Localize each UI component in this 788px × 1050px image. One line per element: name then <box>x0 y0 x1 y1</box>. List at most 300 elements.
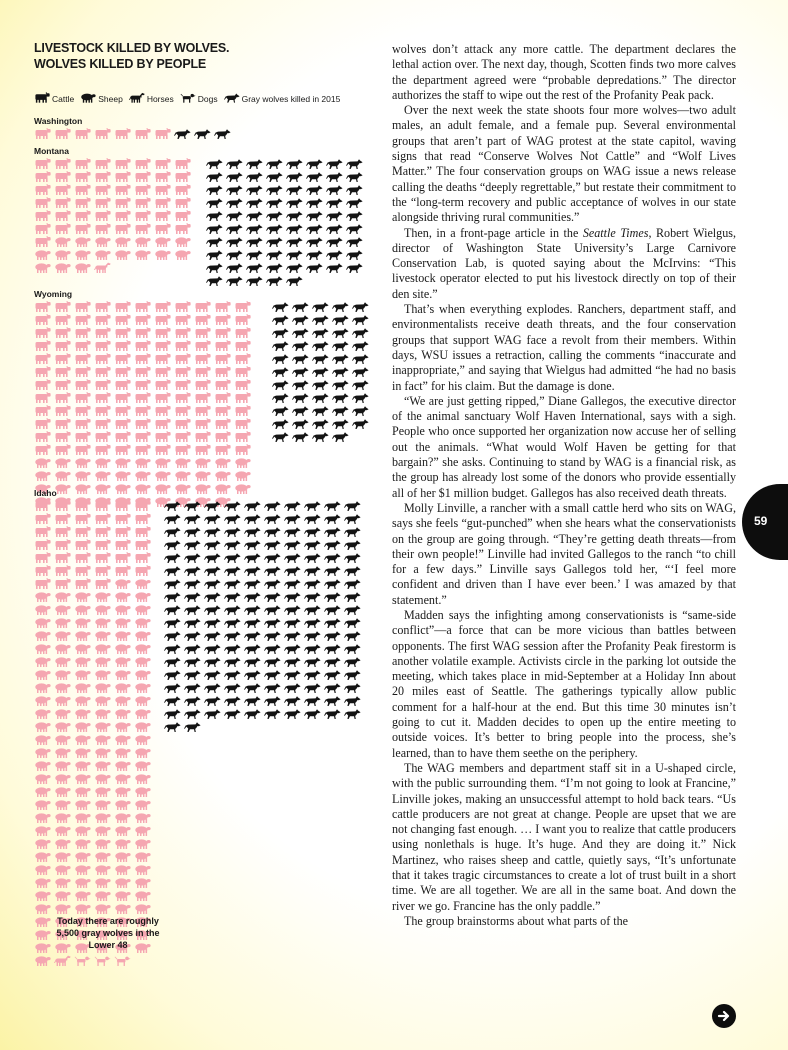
wolf-icon <box>304 695 321 706</box>
cow-icon <box>54 197 71 208</box>
wolf-icon <box>292 366 309 377</box>
wolf-icon <box>244 708 261 719</box>
wolf-icon <box>324 604 341 615</box>
cow-icon <box>154 353 171 364</box>
cow-icon <box>114 431 131 442</box>
cow-icon <box>134 197 151 208</box>
wolf-icon <box>312 379 329 390</box>
sheep-icon <box>134 669 151 680</box>
cow-icon <box>114 392 131 403</box>
cow-icon <box>74 210 91 221</box>
wolf-icon <box>224 591 241 602</box>
cow-icon <box>74 366 91 377</box>
wolf-icon <box>324 591 341 602</box>
cow-icon <box>234 444 251 455</box>
cow-icon <box>54 327 71 338</box>
sheep-icon <box>114 643 131 654</box>
sheep-icon <box>114 864 131 875</box>
cow-icon <box>114 353 131 364</box>
wolf-icon <box>326 223 343 234</box>
wolf-icon <box>272 431 289 442</box>
wolf-icon <box>304 643 321 654</box>
wolf-icon <box>326 197 343 208</box>
cow-icon <box>134 392 151 403</box>
cow-icon <box>194 327 211 338</box>
wolf-icon <box>272 418 289 429</box>
wolf-icon <box>244 682 261 693</box>
wolf-icon <box>332 418 349 429</box>
wolf-icon <box>164 643 181 654</box>
sheep-icon <box>34 457 51 468</box>
sheep-icon <box>54 721 71 732</box>
wolf-icon <box>292 301 309 312</box>
sheep-icon <box>94 903 111 914</box>
sheep-icon <box>94 457 111 468</box>
wolf-icon <box>284 591 301 602</box>
sheep-icon <box>34 721 51 732</box>
cow-icon <box>74 301 91 312</box>
sheep-icon <box>134 799 151 810</box>
wyoming-wolves-grid <box>272 301 374 442</box>
sheep-icon <box>154 470 171 481</box>
wolf-icon <box>266 223 283 234</box>
cow-icon <box>94 513 111 524</box>
cow-icon <box>134 301 151 312</box>
wolf-icon <box>352 418 369 429</box>
wolf-icon <box>184 552 201 563</box>
cow-icon <box>74 513 91 524</box>
cow-icon <box>174 314 191 325</box>
wolf-icon <box>206 184 223 195</box>
cow-icon <box>154 128 171 139</box>
wolf-icon <box>344 500 361 511</box>
cow-icon <box>154 158 171 169</box>
wolf-icon <box>204 617 221 628</box>
sheep-icon <box>114 799 131 810</box>
sheep-icon <box>114 656 131 667</box>
cow-icon <box>74 578 91 589</box>
cow-icon <box>194 366 211 377</box>
cow-icon <box>154 171 171 182</box>
cow-icon <box>234 431 251 442</box>
sheep-icon <box>134 825 151 836</box>
sheep-icon <box>114 483 131 494</box>
cow-icon <box>74 171 91 182</box>
sheep-icon <box>134 578 151 589</box>
cow-icon <box>214 418 231 429</box>
cow-icon <box>94 197 111 208</box>
sheep-icon <box>114 236 131 247</box>
wolf-icon <box>346 249 363 260</box>
sheep-icon <box>54 773 71 784</box>
legend-horses <box>129 92 174 105</box>
wolf-icon <box>244 591 261 602</box>
sheep-icon <box>94 604 111 615</box>
sheep-icon <box>134 630 151 641</box>
sheep-icon <box>114 578 131 589</box>
wolf-icon <box>332 327 349 338</box>
wolf-icon <box>244 669 261 680</box>
wolf-icon <box>244 565 261 576</box>
wolf-icon <box>184 643 201 654</box>
sheep-icon <box>94 747 111 758</box>
article-paragraph: wolves don’t attack any more cattle. The department declares the lethal action over. The next day, though, Scotten finds two more calves the department agreed were “probable depredations.” The director authorizes the staff to wipe out the rest of the Profanity Peak pack. <box>392 42 736 102</box>
cow-icon <box>154 184 171 195</box>
title-line-2: WOLVES KILLED BY PEOPLE <box>34 57 207 71</box>
cow-icon <box>174 210 191 221</box>
wolf-icon <box>326 184 343 195</box>
dog-icon <box>180 92 198 105</box>
cow-icon <box>134 366 151 377</box>
wolf-icon <box>206 197 223 208</box>
wolf-icon <box>312 392 329 403</box>
cow-icon <box>134 431 151 442</box>
sheep-icon <box>174 249 191 260</box>
wolf-icon <box>324 578 341 589</box>
cow-icon <box>34 171 51 182</box>
cow-icon <box>234 366 251 377</box>
wolf-icon <box>344 656 361 667</box>
sheep-icon <box>94 734 111 745</box>
sheep-icon <box>94 236 111 247</box>
cow-icon <box>54 539 71 550</box>
sheep-icon <box>34 604 51 615</box>
cow-icon <box>134 500 151 511</box>
cow-icon <box>214 301 231 312</box>
cow-icon <box>74 327 91 338</box>
wolf-icon <box>184 513 201 524</box>
wolf-icon <box>304 539 321 550</box>
wolf-icon <box>164 604 181 615</box>
cow-icon <box>174 353 191 364</box>
montana-wolves-grid <box>206 158 374 286</box>
sheep-icon <box>94 864 111 875</box>
wolf-icon <box>184 682 201 693</box>
wolf-icon <box>184 630 201 641</box>
sheep-icon <box>34 851 51 862</box>
cow-icon <box>134 210 151 221</box>
wolf-icon <box>164 669 181 680</box>
cow-icon <box>134 171 151 182</box>
wolf-icon <box>312 366 329 377</box>
wolf-icon <box>312 353 329 364</box>
legend-label: Dogs <box>197 93 218 104</box>
wolf-icon <box>246 262 263 273</box>
wolf-icon <box>164 513 181 524</box>
wolf-icon <box>204 513 221 524</box>
wolf-icon <box>204 565 221 576</box>
wolf-icon <box>352 327 369 338</box>
cow-icon <box>54 128 71 139</box>
wolf-icon <box>184 656 201 667</box>
wolf-icon <box>352 392 369 403</box>
cow-icon <box>134 314 151 325</box>
sheep-icon <box>74 864 91 875</box>
arrow-right-icon <box>717 1009 731 1023</box>
cow-icon <box>94 327 111 338</box>
wolf-icon <box>264 552 281 563</box>
idaho-livestock-grid <box>34 500 160 966</box>
cow-icon <box>74 223 91 234</box>
sheep-icon <box>114 747 131 758</box>
wolf-icon <box>324 630 341 641</box>
cow-icon <box>34 92 50 103</box>
sheep-icon <box>114 604 131 615</box>
wolf-icon <box>184 539 201 550</box>
wolf-icon <box>184 591 201 602</box>
wolf-icon <box>312 314 329 325</box>
cow-icon <box>54 314 71 325</box>
sheep-icon <box>134 864 151 875</box>
sheep-icon <box>34 630 51 641</box>
wolf-icon <box>226 210 243 221</box>
sheep-icon <box>114 682 131 693</box>
sheep-icon <box>134 470 151 481</box>
state-label-idaho: Idaho <box>34 488 57 498</box>
cow-icon <box>214 314 231 325</box>
sheep-icon <box>74 799 91 810</box>
wolf-icon <box>312 418 329 429</box>
wolf-icon <box>206 171 223 182</box>
sheep-icon <box>54 851 71 862</box>
cow-icon <box>94 158 111 169</box>
wolf-icon <box>246 249 263 260</box>
wolf-icon <box>266 236 283 247</box>
wolf-icon <box>226 197 243 208</box>
wolf-icon <box>164 695 181 706</box>
cow-icon <box>94 128 111 139</box>
cow-icon <box>194 392 211 403</box>
cow-icon <box>74 158 91 169</box>
wolf-icon <box>344 643 361 654</box>
wolf-icon <box>284 526 301 537</box>
wolf-icon <box>304 513 321 524</box>
cow-icon <box>114 444 131 455</box>
wolf-icon <box>204 526 221 537</box>
sheep-icon <box>234 470 251 481</box>
cow-icon <box>94 578 111 589</box>
wolf-icon <box>346 197 363 208</box>
wolf-icon <box>204 578 221 589</box>
cow-icon <box>114 379 131 390</box>
wolf-icon <box>332 366 349 377</box>
cow-icon <box>234 379 251 390</box>
wolf-icon <box>206 210 223 221</box>
sheep-icon <box>54 786 71 797</box>
wolf-icon <box>244 630 261 641</box>
wolf-icon <box>244 500 261 511</box>
sheep-icon <box>134 890 151 901</box>
cow-icon <box>134 552 151 563</box>
cow-icon <box>134 526 151 537</box>
cow-icon <box>54 405 71 416</box>
wolf-icon <box>266 171 283 182</box>
cow-icon <box>54 379 71 390</box>
sheep-icon <box>134 591 151 602</box>
sheep-icon <box>134 682 151 693</box>
sheep-icon <box>54 457 71 468</box>
wolf-icon <box>244 643 261 654</box>
wolf-icon <box>224 604 241 615</box>
wolf-icon <box>284 617 301 628</box>
wolf-icon <box>184 721 201 732</box>
cow-icon <box>94 301 111 312</box>
cow-icon <box>34 431 51 442</box>
wolf-icon <box>324 682 341 693</box>
cow-icon <box>74 431 91 442</box>
cow-icon <box>74 500 91 511</box>
sheep-icon <box>74 656 91 667</box>
wolf-icon <box>272 327 289 338</box>
cow-icon <box>34 405 51 416</box>
wolf-icon <box>266 262 283 273</box>
wolf-icon <box>224 695 241 706</box>
infographic-title <box>34 40 374 72</box>
sheep-icon <box>214 470 231 481</box>
wolf-icon <box>224 669 241 680</box>
sheep-icon <box>74 890 91 901</box>
cow-icon <box>114 210 131 221</box>
wolf-icon <box>304 630 321 641</box>
sheep-icon <box>94 682 111 693</box>
continue-button[interactable] <box>712 1004 736 1028</box>
sheep-icon <box>74 630 91 641</box>
wolf-icon <box>292 379 309 390</box>
cow-icon <box>114 314 131 325</box>
wolf-icon <box>204 591 221 602</box>
wolf-icon <box>352 353 369 364</box>
wolf-icon <box>284 565 301 576</box>
sheep-icon <box>154 249 171 260</box>
cow-icon <box>54 392 71 403</box>
wolf-icon <box>244 513 261 524</box>
wolf-icon <box>324 708 341 719</box>
cow-icon <box>74 418 91 429</box>
cow-icon <box>194 444 211 455</box>
sheep-icon <box>74 470 91 481</box>
sheep-icon <box>114 786 131 797</box>
wolf-icon <box>264 539 281 550</box>
wolf-icon <box>306 184 323 195</box>
sheep-icon <box>134 786 151 797</box>
cow-icon <box>174 223 191 234</box>
article-paragraph: The group brainstorms about what parts of the <box>404 913 629 928</box>
sheep-icon <box>134 483 151 494</box>
sheep-icon <box>134 643 151 654</box>
cow-icon <box>74 184 91 195</box>
wolf-icon <box>266 158 283 169</box>
sheep-icon <box>74 682 91 693</box>
wolf-icon <box>264 513 281 524</box>
wolf-icon <box>224 617 241 628</box>
wolf-population-footnote: Today there are roughly 5,500 gray wolves in the Lower 48 <box>56 916 160 950</box>
wolf-icon <box>224 552 241 563</box>
dog-icon <box>94 955 111 966</box>
wolf-icon <box>352 379 369 390</box>
cow-icon <box>234 392 251 403</box>
cow-icon <box>94 366 111 377</box>
sheep-icon <box>94 760 111 771</box>
cow-icon <box>214 366 231 377</box>
cow-icon <box>114 128 131 139</box>
sheep-icon <box>34 838 51 849</box>
wolf-icon <box>352 340 369 351</box>
cow-icon <box>74 353 91 364</box>
cow-icon <box>34 552 51 563</box>
wolf-icon <box>344 682 361 693</box>
cow-icon <box>114 526 131 537</box>
sheep-icon <box>114 903 131 914</box>
sheep-icon <box>94 470 111 481</box>
sheep-icon <box>134 695 151 706</box>
wolf-icon <box>246 158 263 169</box>
cow-icon <box>214 327 231 338</box>
wolf-icon <box>344 708 361 719</box>
cow-icon <box>194 301 211 312</box>
sheep-icon <box>54 877 71 888</box>
wolf-icon <box>332 353 349 364</box>
cow-icon <box>34 210 51 221</box>
sheep-icon <box>114 877 131 888</box>
sheep-icon <box>234 483 251 494</box>
wolf-icon <box>246 210 263 221</box>
wolf-icon <box>304 669 321 680</box>
horse-icon <box>54 955 71 966</box>
sheep-icon <box>114 773 131 784</box>
wolf-icon <box>352 366 369 377</box>
state-label-washington: Washington <box>34 116 83 126</box>
cow-icon <box>114 171 131 182</box>
horse-icon <box>129 92 145 103</box>
sheep-icon <box>94 877 111 888</box>
wolf-icon <box>164 565 181 576</box>
article-paragraph: Then, in a front-page article in the Seattle Times, Robert Wielgus, director of Washington State University’s Large Carnivore Conservation Lab, is quoted saying about the McIrvins: “This livestock operator elected to put his livestock directly on top of their den site.” <box>392 225 736 301</box>
wolf-icon <box>304 526 321 537</box>
wolf-icon <box>286 171 303 182</box>
wolf-icon <box>272 353 289 364</box>
legend-label: Gray wolves killed in 2015 <box>241 93 341 104</box>
wolf-icon <box>164 656 181 667</box>
wolf-icon <box>164 526 181 537</box>
wolf-icon <box>244 695 261 706</box>
sheep-icon <box>54 604 71 615</box>
cow-icon <box>54 210 71 221</box>
sheep-icon <box>54 812 71 823</box>
wolf-icon <box>346 158 363 169</box>
wolf-icon <box>244 552 261 563</box>
wolf-icon <box>292 353 309 364</box>
wolf-icon <box>324 565 341 576</box>
wolf-icon <box>286 275 303 286</box>
sheep-icon <box>74 643 91 654</box>
cow-icon <box>154 418 171 429</box>
sheep-icon <box>94 483 111 494</box>
legend-label: Horses <box>146 93 174 104</box>
cow-icon <box>114 340 131 351</box>
wolf-icon <box>326 158 343 169</box>
cow-icon <box>214 431 231 442</box>
cow-icon <box>34 500 51 511</box>
sheep-icon <box>54 734 71 745</box>
sheep-icon <box>134 457 151 468</box>
sheep-icon <box>54 249 71 260</box>
wolf-icon <box>164 708 181 719</box>
wolf-icon <box>324 695 341 706</box>
cow-icon <box>34 418 51 429</box>
cow-icon <box>94 184 111 195</box>
cow-icon <box>214 340 231 351</box>
sheep-icon <box>80 92 96 103</box>
